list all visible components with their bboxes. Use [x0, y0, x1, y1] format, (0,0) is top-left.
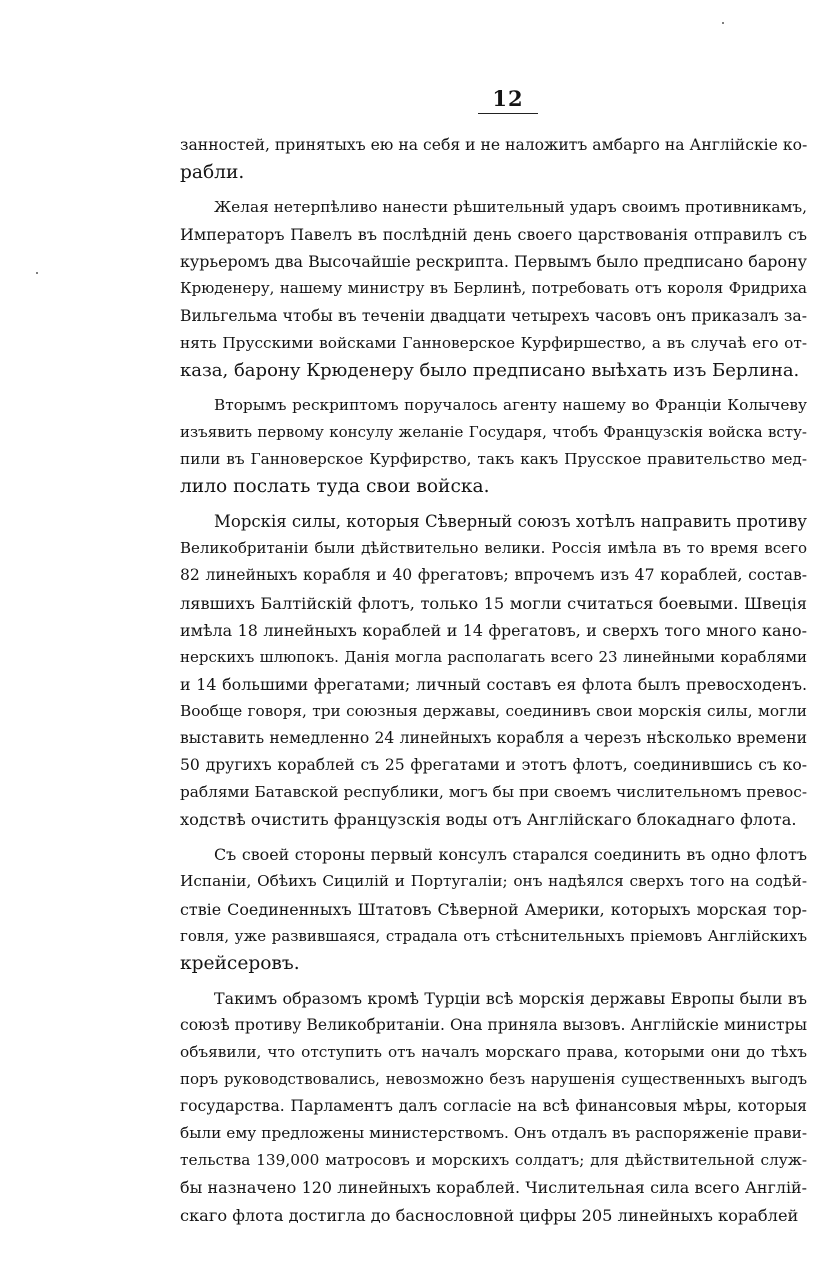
text-line: государства. Парламентъ далъ согласіе на всѣ финансовыя мѣры, которыя: [180, 1097, 807, 1116]
text-line: выставить немедленно 24 линейныхъ корабля а черезъ нѣсколько времени: [180, 728, 807, 747]
text-line: объявили, что отступить отъ началъ морскаго права, которыми они до тѣхъ: [180, 1043, 807, 1061]
page-number: 12: [492, 86, 524, 111]
text-line: поръ руководствовались, невозможно безъ нарушенія существенныхъ выгодъ: [180, 1070, 807, 1089]
text-line: Великобританіи были дѣйствительно велики. Россія имѣла въ то время всего: [180, 539, 807, 558]
text-line: Испаніи, Обѣихъ Сицилій и Португаліи; онъ надѣялся сверхъ того на содѣй-: [180, 872, 807, 891]
text-line: рабли.: [180, 162, 245, 184]
text-line: Вильгельма чтобы въ теченіи двадцати четырехъ часовъ онъ приказалъ за-: [180, 306, 807, 325]
text-line: Вообще говоря, три союзныя державы, соединивъ свои морскія силы, могли: [180, 701, 807, 720]
text-line: ходствѣ очистить французскія воды отъ Англійскаго блокаднаго флота.: [180, 810, 797, 830]
text-line: курьеромъ два Высочайшіе рескрипта. Первымъ было предписано барону: [180, 252, 807, 272]
text-line: изъявить первому консулу желаніе Государя, чтобъ Французскія войска всту-: [180, 422, 807, 441]
paragraph: [180, 392, 807, 500]
text-line: говля, уже развившаяся, страдала отъ стѣснительныхъ пріемовъ Англійскихъ: [180, 926, 807, 945]
text-line: 50 другихъ кораблей съ 25 фрегатами и этотъ флотъ, соединившись съ ко-: [180, 756, 807, 775]
text-line: Съ своей стороны первый консулъ старался соединить въ одно флотъ: [214, 845, 807, 865]
paragraph-gap: [180, 186, 807, 194]
paragraph: [180, 508, 807, 833]
text-line: Императоръ Павелъ въ послѣдній день своего царствованія отправилъ съ: [180, 225, 807, 245]
text-line: пили въ Ганноверское Курфирство, такъ какъ Прусское правительство мед-: [180, 450, 807, 469]
text-line: 82 линейныхъ корабля и 40 фрегатовъ; впрочемъ изъ 47 кораблей, состав-: [180, 566, 807, 585]
text-line: скаго флота достигла до баснословной цифры 205 линейныхъ кораблей: [180, 1205, 799, 1225]
text-line: союзѣ противу Великобританіи. Она приняла вызовъ. Англійскіе министры: [180, 1015, 807, 1034]
text-line: лило послать туда свои войска.: [180, 476, 490, 498]
paragraph-gap: [180, 384, 807, 392]
text-line: Крюденеру, нашему министру въ Берлинѣ, потребовать отъ короля Фридриха: [180, 279, 807, 298]
scan-speck: [722, 22, 724, 24]
body-text: [180, 132, 807, 1229]
text-line: были ему предложены министерствомъ. Онъ отдалъ въ распоряженіе прави-: [180, 1124, 807, 1143]
scan-speck: [36, 272, 38, 274]
text-line: и 14 большими фрегатами; личный составъ ея флота былъ превосходенъ.: [180, 674, 807, 694]
text-line: Такимъ образомъ кромѣ Турціи всѣ морскія державы Европы были въ: [214, 988, 807, 1008]
text-line: занностей, принятыхъ ею на себя и не наложитъ амбарго на Англійскіе ко-: [180, 136, 807, 154]
paragraph: [180, 132, 807, 186]
paragraph-gap: [180, 500, 807, 508]
text-line: крейсеровъ.: [180, 952, 300, 974]
paragraph: [180, 194, 807, 384]
paragraph-gap: [180, 977, 807, 985]
text-line: нять Прусскими войсками Ганноверское Курфиршество, а въ случаѣ его от-: [180, 333, 807, 352]
text-line: Вторымъ рескриптомъ поручалось агенту нашему во Франціи Колычеву: [214, 395, 807, 414]
text-line: Желая нетерпѣливо нанести рѣшительный ударъ своимъ противникамъ,: [214, 198, 807, 217]
text-line: лявшихъ Балтійскій флотъ, только 15 могли считаться боевыми. Швеція: [180, 593, 807, 613]
text-line: каза, барону Крюденеру было предписано выѣхать изъ Берлина.: [180, 359, 800, 381]
text-line: раблями Батавской республики, могъ бы при своемъ числительномъ превос-: [180, 783, 807, 802]
text-line: бы назначено 120 линейныхъ кораблей. Числительная сила всего Англій-: [180, 1178, 807, 1198]
text-line: тельства 139,000 матросовъ и морскихъ солдатъ; для дѣйствительной служ-: [180, 1151, 807, 1170]
text-line: ствіе Соединенныхъ Штатовъ Сѣверной Америки, которыхъ морская тор-: [180, 899, 807, 919]
text-line: Морскія силы, которыя Сѣверный союзъ хотѣлъ направить противу: [214, 512, 807, 532]
paragraph: [180, 985, 807, 1229]
text-line: имѣла 18 линейныхъ кораблей и 14 фрегатовъ, и сверхъ того много кано-: [180, 620, 807, 640]
page-number-rule: [478, 113, 538, 114]
paragraph: [180, 841, 807, 976]
paragraph-gap: [180, 833, 807, 841]
text-line: нерскихъ шлюпокъ. Данія могла располагать всего 23 линейными кораблями: [180, 647, 807, 666]
